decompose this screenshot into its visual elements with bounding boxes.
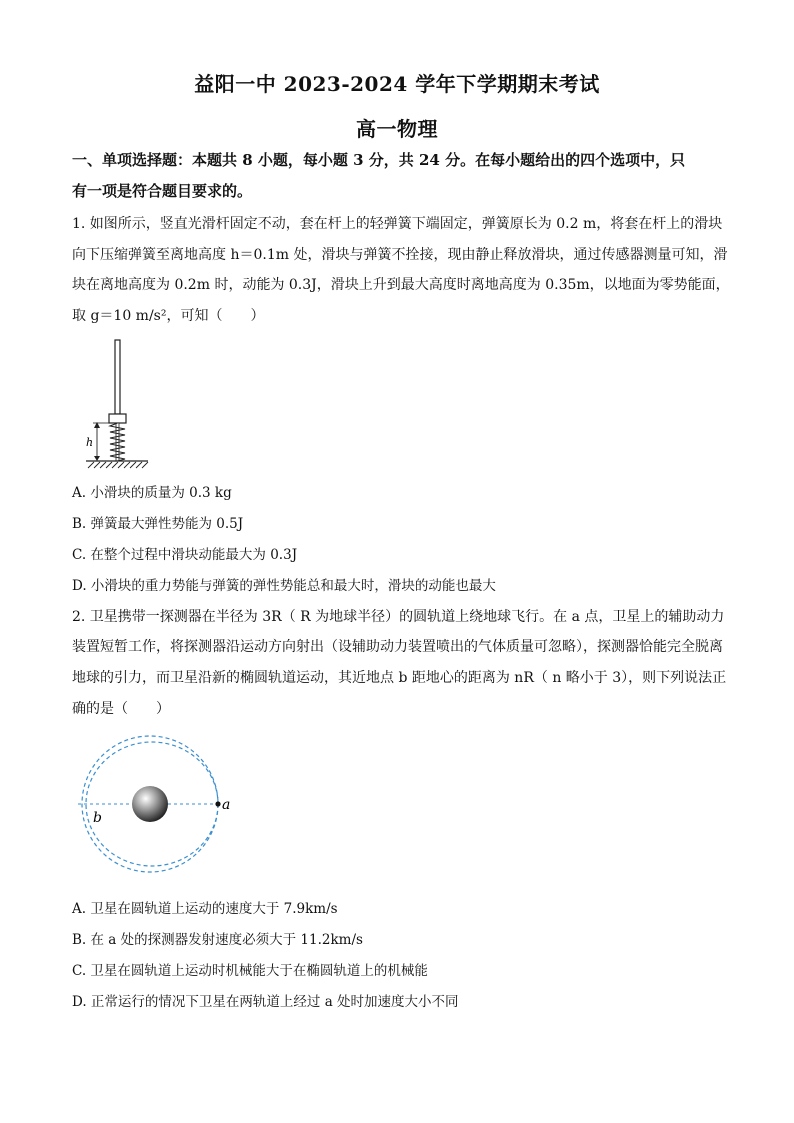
q2-option-b: B. 在 a 处的探测器发射速度必须大于 11.2km/s [72, 932, 363, 948]
q2-option-a: A. 卫星在圆轨道上运动的速度大于 7.9km/s [72, 901, 338, 917]
q2-stem-line4: 确的是（ ） [72, 701, 170, 717]
q1-spring-figure [78, 338, 158, 470]
rod [115, 340, 120, 414]
q2-option-c: C. 卫星在圆轨道上运动时机械能大于在椭圆轨道上的机械能 [72, 963, 428, 979]
q1-option-b: B. 弹簧最大弹性势能为 0.5J [72, 516, 244, 532]
slider-block [109, 414, 126, 423]
label-h: h [86, 436, 94, 449]
q1-stem-line4: 取 g＝10 m/s²，可知（ ） [72, 308, 265, 324]
q2-stem-line3: 地球的引力，而卫星沿新的椭圆轨道运动，其近地点 b 距地心的距离为 nR（ n 略小于 3），则下列说法正 [72, 670, 727, 686]
q2-stem-line2: 装置短暂工作，将探测器沿运动方向射出（设辅助动力装置喷出的气体质量可忽略），探测器恰能完全脱离 [72, 639, 723, 655]
q1-stem-line2: 向下压缩弹簧至离地高度 h＝0.1m 处，滑块与弹簧不拴接，现由静止释放滑块，通过传感器测量可知，滑 [72, 247, 728, 263]
label-a: a [222, 797, 231, 813]
section-heading-line1: 一、单项选择题：本题共 8 小题，每小题 3 分，共 24 分。在每小题给出的四个选项中，只 [72, 151, 686, 169]
q2-orbit-figure [70, 733, 240, 879]
q2-option-d: D. 正常运行的情况下卫星在两轨道上经过 a 处时加速度大小不同 [72, 994, 459, 1010]
label-b: b [93, 810, 102, 826]
q1-option-c: C. 在整个过程中滑块动能最大为 0.3J [72, 547, 298, 563]
q1-option-a: A. 小滑块的质量为 0.3 kg [72, 485, 232, 501]
q2-stem-line1: 2. 卫星携带一探测器在半径为 3R（ R 为地球半径）的圆轨道上绕地球飞行。在 a 点，卫星上的辅助动力 [72, 609, 725, 625]
point-a [215, 801, 220, 806]
exam-title: 益阳一中 2023-2024 学年下学期期末考试 [194, 72, 600, 96]
q1-stem-line3: 块在离地高度为 0.2m 时，动能为 0.3J，滑块上升到最大高度时离地高度为 0.35m，以地面为零势能面， [72, 277, 730, 293]
q1-option-d: D. 小滑块的重力势能与弹簧的弹性势能总和最大时，滑块的动能也最大 [72, 578, 496, 594]
arrow-down-icon [94, 456, 100, 461]
ground-hatch [88, 462, 148, 468]
q1-stem-line1: 1. 如图所示，竖直光滑杆固定不动，套在杆上的轻弹簧下端固定，弹簧原长为 0.2 m，将套在杆上的滑块 [72, 216, 723, 232]
exam-subtitle: 高一物理 [356, 117, 438, 141]
section-heading-line2: 有一项是符合题目要求的。 [72, 182, 253, 200]
earth [132, 786, 168, 822]
